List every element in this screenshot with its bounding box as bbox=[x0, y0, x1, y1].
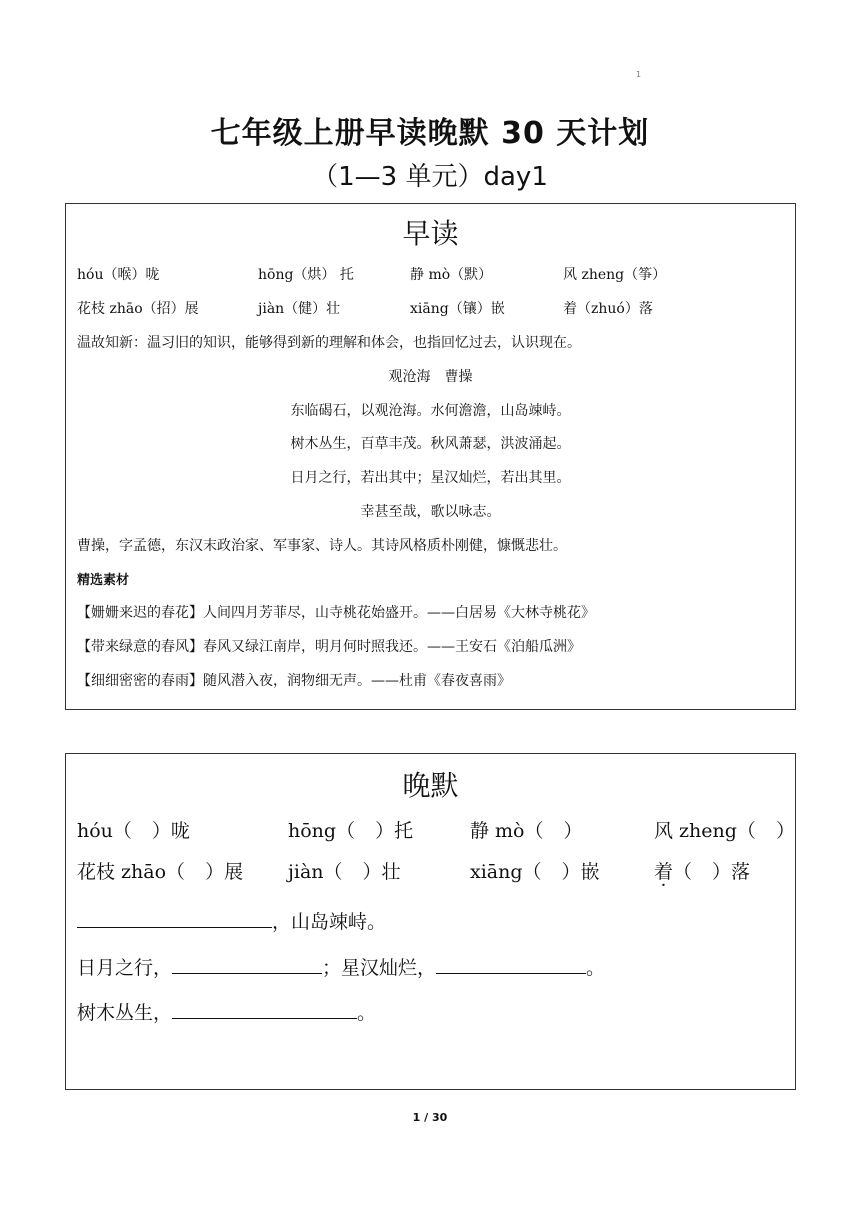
fill-in-line: 日月之行， ；星汉灿烂， 。 bbox=[77, 957, 606, 979]
pinyin-blank-item: 花枝 zhāo（ ）展 bbox=[77, 861, 244, 883]
answer-blank[interactable] bbox=[77, 909, 272, 928]
poem-title: 观沧海 曹操 bbox=[388, 369, 473, 385]
page-title: 七年级上册早读晚默 30 天计划 bbox=[210, 116, 650, 151]
evening-dictation-box bbox=[65, 753, 796, 1090]
idiom-explanation: 温故知新：温习旧的知识，能够得到新的理解和体会，也指回忆过去，认识现在。 bbox=[77, 335, 581, 351]
word-item: xiāng（镶）嵌 bbox=[410, 301, 505, 317]
pinyin-blank-item: 着（ ）落 bbox=[654, 861, 751, 883]
word-item: hóu（喉）咙 bbox=[77, 267, 160, 283]
poem-line: 幸甚至哉，歌以咏志。 bbox=[360, 504, 501, 520]
word-item: hōng（烘） 托 bbox=[258, 267, 354, 283]
pinyin-blank-item: xiāng（ ）嵌 bbox=[470, 861, 600, 883]
morning-heading: 早读 bbox=[402, 217, 459, 250]
pinyin-blank-item: jiàn（ ）壮 bbox=[288, 861, 401, 883]
poem-line: 树木丛生，百草丰茂。秋风萧瑟，洪波涌起。 bbox=[290, 436, 571, 452]
word-item: 着（zhuó）落 bbox=[563, 301, 653, 317]
author-note: 曹操，字孟德，东汉末政治家、军事家、诗人。其诗风格质朴刚健，慷慨悲壮。 bbox=[77, 538, 567, 554]
poem-line: 日月之行，若出其中；星汉灿烂，若出其里。 bbox=[290, 470, 571, 486]
page-subtitle: （1—3 单元）day1 bbox=[312, 162, 548, 192]
word-item: 风 zheng（筝） bbox=[563, 267, 667, 283]
poem-line: 东临碣石，以观沧海。水何澹澹，山岛竦峙。 bbox=[290, 403, 571, 419]
word-item: 静 mò（默） bbox=[410, 267, 493, 283]
pinyin-blank-item: hóu（ ）咙 bbox=[77, 820, 190, 842]
answer-blank[interactable] bbox=[172, 1000, 357, 1019]
word-item: jiàn（健）壮 bbox=[258, 301, 341, 317]
fill-in-line: ，山岛竦峙。 bbox=[77, 907, 386, 934]
evening-heading: 晚默 bbox=[402, 769, 459, 802]
material-item: 【姗姗来迟的春花】人间四月芳菲尽，山寺桃花始盛开。——白居易《大林寺桃花》 bbox=[77, 605, 595, 621]
answer-blank[interactable] bbox=[436, 955, 586, 974]
morning-reading-box bbox=[65, 203, 796, 710]
corner-mark: 1 bbox=[636, 70, 642, 79]
material-item: 【细细密密的春雨】随风潜入夜，润物细无声。——杜甫《春夜喜雨》 bbox=[77, 673, 511, 689]
fill-in-line: 树木丛生， 。 bbox=[77, 1002, 377, 1024]
word-item: 花枝 zhāo（招）展 bbox=[77, 301, 199, 317]
pinyin-blank-item: hōng（ ）托 bbox=[288, 820, 414, 842]
material-item: 【带来绿意的春风】春风又绿江南岸，明月何时照我还。——王安石《泊船瓜洲》 bbox=[77, 639, 581, 655]
answer-blank[interactable] bbox=[172, 955, 322, 974]
material-heading: 精选素材 bbox=[77, 573, 130, 588]
pinyin-blank-item: 静 mò（ ） bbox=[470, 820, 583, 842]
page-number: 1 / 30 bbox=[412, 1111, 448, 1124]
pinyin-blank-item: 风 zheng（ ） bbox=[654, 820, 795, 842]
